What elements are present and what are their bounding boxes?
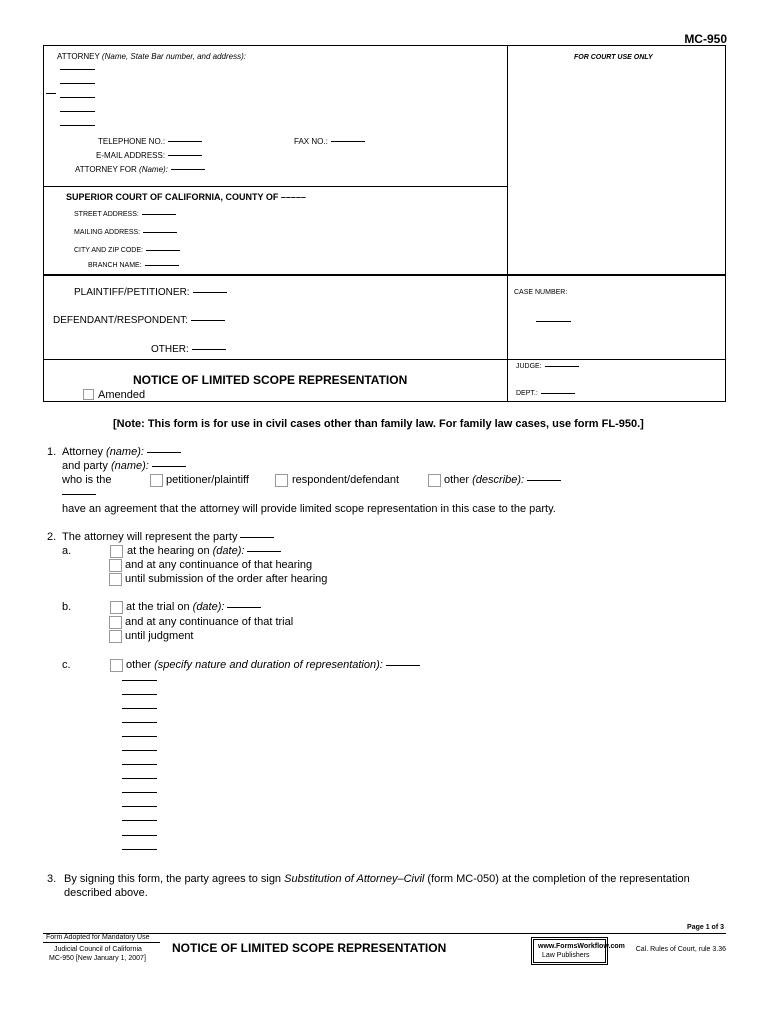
representation-line[interactable] [122, 778, 157, 779]
city-zip-field[interactable]: CITY AND ZIP CODE: [74, 247, 180, 254]
judgment-checkbox[interactable] [109, 630, 122, 643]
trial-checkbox[interactable] [110, 601, 123, 614]
court-rule: Cal. Rules of Court, rule 3.36 [635, 946, 726, 953]
order-submission-checkbox[interactable] [109, 573, 122, 586]
representation-line[interactable] [122, 680, 157, 681]
other-describe-field[interactable]: other (describe): [444, 474, 561, 486]
attorney-line-3[interactable] [60, 97, 95, 98]
item2c-label: c. [62, 659, 71, 671]
caption-box [43, 45, 726, 402]
attorney-line-2[interactable] [60, 83, 95, 84]
attorney-line-1[interactable] [60, 69, 95, 70]
amended-checkbox[interactable] [83, 389, 94, 400]
representation-line[interactable] [122, 722, 157, 723]
telephone-field[interactable]: TELEPHONE NO.: [98, 137, 202, 146]
attorney-label: ATTORNEY (Name, State Bar number, and address): [57, 52, 246, 61]
street-address-field[interactable]: STREET ADDRESS: [74, 211, 176, 218]
form-adopted: Form Adopted for Mandatory Use [46, 934, 150, 941]
trial-date-field[interactable]: at the trial on (date): [126, 601, 261, 613]
amended-label: Amended [98, 389, 146, 401]
judgment-label: until judgment [125, 630, 194, 642]
case-number-input[interactable] [536, 321, 571, 322]
judge-field[interactable]: JUDGE: [516, 363, 579, 370]
case-number-label: CASE NUMBER: [514, 289, 568, 296]
mailing-address-field[interactable]: MAILING ADDRESS: [74, 229, 177, 236]
email-field[interactable]: E-MAIL ADDRESS: [96, 151, 202, 160]
representation-line[interactable] [122, 849, 157, 850]
representation-line[interactable] [122, 764, 157, 765]
representation-line[interactable] [122, 835, 157, 836]
representation-line[interactable] [122, 750, 157, 751]
attorney-mark [46, 93, 56, 94]
order-submission-label: until submission of the order after hearing [125, 573, 328, 585]
representation-line[interactable] [122, 694, 157, 695]
item1-party-field[interactable]: and party (name): [62, 460, 186, 472]
representation-line[interactable] [122, 806, 157, 807]
attorney-line-4[interactable] [60, 111, 95, 112]
hearing-date-field[interactable]: at the hearing on (date): [127, 545, 281, 557]
item3-text-line2: described above. [64, 887, 148, 899]
petitioner-label: petitioner/plaintiff [166, 474, 249, 486]
logo-name: Law Publishers [542, 952, 590, 959]
form-id: MC-950 [684, 32, 727, 46]
representation-line[interactable] [122, 792, 157, 793]
caption-divider [507, 45, 508, 402]
court-parties-divider [43, 274, 726, 276]
other-representation-checkbox[interactable] [110, 659, 123, 672]
logo-url: www.FormsWorkflow.com [538, 943, 625, 950]
attorney-line-5[interactable] [60, 125, 95, 126]
form-revision: MC-950 [New January 1, 2007] [49, 955, 146, 962]
item2-lead-field[interactable]: The attorney will represent the party [62, 531, 274, 543]
dept-field[interactable]: DEPT.: [516, 390, 575, 397]
other-checkbox[interactable] [428, 474, 441, 487]
hearing-checkbox[interactable] [110, 545, 123, 558]
footer-title: NOTICE OF LIMITED SCOPE REPRESENTATION [172, 941, 447, 955]
other-representation-field[interactable]: other (specify nature and duration of representation): [126, 659, 420, 671]
item2a-label: a. [62, 545, 72, 557]
petitioner-checkbox[interactable] [150, 474, 163, 487]
branch-name-field[interactable]: BRANCH NAME: [88, 262, 179, 269]
fax-field[interactable]: FAX NO.: [294, 137, 365, 146]
trial-continuance-checkbox[interactable] [109, 616, 122, 629]
court-title: SUPERIOR COURT OF CALIFORNIA, COUNTY OF ––––– [66, 192, 306, 202]
item1-who-is-the: who is the [62, 474, 112, 486]
parties-title-divider [43, 359, 726, 360]
attorney-for-field[interactable]: ATTORNEY FOR (Name): [75, 165, 205, 174]
defendant-field[interactable]: DEFENDANT/RESPONDENT: [53, 315, 225, 326]
other-party-field[interactable]: OTHER: [151, 344, 226, 355]
court-use-label: FOR COURT USE ONLY [574, 54, 653, 61]
hearing-continuance-checkbox[interactable] [109, 559, 122, 572]
publisher-logo [531, 937, 625, 965]
item1-agreement: have an agreement that the attorney will provide limited scope representation in this case to the party. [62, 503, 556, 515]
representation-line[interactable] [122, 820, 157, 821]
item3-text: By signing this form, the party agrees to sign Substitution of Attorney–Civil (form MC-050) at the completion of the representation [64, 873, 690, 885]
item1-attorney-field[interactable]: Attorney (name): [62, 446, 181, 458]
item2b-label: b. [62, 601, 72, 613]
respondent-label: respondent/defendant [292, 474, 400, 486]
hearing-continuance-label: and at any continuance of that hearing [125, 559, 313, 571]
representation-line[interactable] [122, 708, 157, 709]
page-number: Page 1 of 3 [687, 924, 724, 931]
item3-number: 3. [47, 873, 57, 885]
other-describe-line-2[interactable] [62, 494, 96, 495]
footer-left-rule [43, 942, 160, 943]
trial-continuance-label: and at any continuance of that trial [125, 616, 294, 628]
respondent-checkbox[interactable] [275, 474, 288, 487]
representation-line[interactable] [122, 736, 157, 737]
item1-number: 1. [47, 446, 57, 458]
plaintiff-field[interactable]: PLAINTIFF/PETITIONER: [74, 287, 227, 298]
judicial-council: Judicial Council of California [54, 946, 142, 953]
usage-note: [Note: This form is for use in civil cases other than family law. For family law cases, use form FL-950.] [113, 418, 644, 430]
attorney-court-divider [43, 186, 507, 187]
item2-number: 2. [47, 531, 57, 543]
form-title: NOTICE OF LIMITED SCOPE REPRESENTATION [133, 373, 408, 387]
